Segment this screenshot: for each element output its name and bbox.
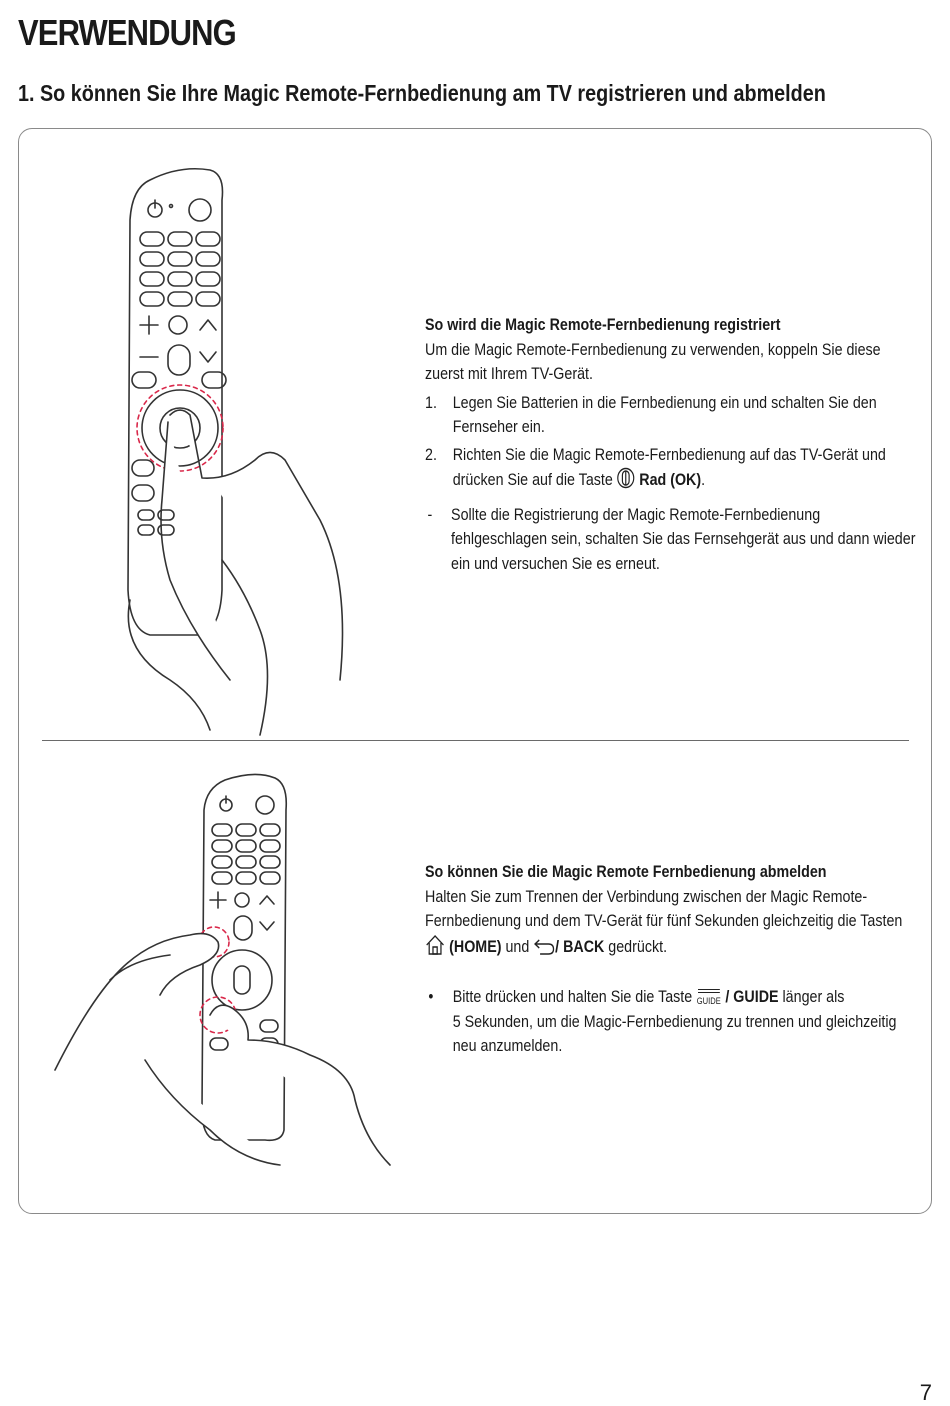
wheel-ring (212, 950, 272, 1010)
step-line: Legen Sie Batterien in die Fernbedienung ein und schalten Sie den (452, 392, 877, 412)
channel-down-icon (200, 352, 216, 362)
register-instructions (425, 313, 950, 576)
unregister-line1: Halten Sie zum Trennen der Verbindung zwischen der Magic Remote- (425, 886, 868, 906)
step-line: Richten Sie die Magic Remote-Fernbedienung auf das TV-Gerät und (452, 444, 886, 464)
register-illustration (110, 160, 370, 740)
mute-button (169, 316, 187, 334)
channel-up-icon (260, 896, 274, 904)
register-intro-line2: zuerst mit Ihrem TV-Gerät. (425, 364, 593, 383)
channel-down-icon (260, 922, 274, 930)
home-key-label: (HOME) (449, 936, 502, 956)
home-icon (425, 934, 445, 956)
note-line: fehlgeschlagen sein, schalten Sie das Fernsehgerät aus und dann wieder (451, 529, 916, 548)
bullet-marker: • (428, 987, 434, 1006)
guide-bullet (425, 985, 900, 1059)
unregister-line3 (425, 934, 900, 960)
voice-button (234, 916, 252, 940)
voice-button (168, 345, 190, 375)
note-line: Sollte die Registrierung der Magic Remote-Fernbedienung (451, 504, 821, 524)
volume-plus-icon (140, 316, 158, 334)
section-divider (42, 740, 909, 741)
register-intro-line1: Um die Magic Remote-Fernbedienung zu verwenden, koppeln Sie diese (425, 339, 881, 359)
back-key-label: BACK (563, 936, 605, 956)
mic-button (256, 796, 274, 814)
bullet-prefix: Bitte drücken und halten Sie die Taste (452, 987, 693, 1006)
step-suffix: . (701, 470, 706, 489)
mic-dots-icon (170, 205, 173, 208)
channel-up-icon (200, 320, 216, 330)
step-line (453, 467, 900, 493)
volume-plus-icon (210, 892, 226, 908)
end-text: gedrückt. (608, 936, 668, 956)
remote-body (202, 774, 286, 1140)
step-line: Fernseher ein. (452, 417, 545, 436)
step-line-text: drücken Sie auf die Taste (452, 470, 613, 489)
step-item (425, 391, 900, 440)
note-marker: - (427, 504, 433, 524)
mic-button (189, 199, 211, 221)
back-arrow-icon (533, 938, 555, 956)
guide-icon-text: GUIDE (696, 996, 721, 1006)
page-title: VERWENDUNG (18, 12, 236, 53)
unregister-heading: So können Sie die Magic Remote Fernbedienung abmelden (425, 862, 827, 881)
unregister-illustration (50, 770, 400, 1170)
guide-icon (696, 989, 721, 1006)
right-hand (145, 1005, 390, 1165)
slash-text: / (555, 936, 560, 956)
pressing-hand (161, 410, 343, 680)
left-hand (55, 934, 219, 1070)
power-icon (220, 796, 232, 811)
and-text: und (505, 936, 530, 956)
unregister-instructions (425, 860, 950, 1059)
page-number: 7 (919, 1380, 932, 1405)
wheel-ok (234, 966, 250, 994)
bullet-line: neu anzumelden. (452, 1036, 563, 1055)
step-number: 2. (425, 444, 437, 464)
wheel-key-label: Rad (OK) (639, 470, 702, 489)
bullet-line (453, 985, 900, 1010)
guide-key-label: / GUIDE (725, 987, 779, 1006)
number-keys (212, 824, 280, 884)
section-title: 1. So können Sie Ihre Magic Remote-Fernbedienung am TV registrieren und abmelden (18, 80, 826, 106)
power-icon (148, 200, 162, 217)
register-steps (425, 391, 900, 493)
register-heading: So wird die Magic Remote-Fernbedienung registriert (425, 315, 781, 334)
unregister-line2: Fernbedienung und dem TV-Gerät für fünf Sekunden gleichzeitig die Tasten (425, 911, 903, 930)
bullet-after: länger als (782, 987, 845, 1006)
note-line: ein und versuchen Sie es erneut. (451, 553, 660, 573)
step-item (425, 443, 900, 493)
step-number: 1. (425, 392, 437, 412)
bullet-line: 5 Sekunden, um die Magic-Fernbedienung zu trennen und gleichzeitig (452, 1011, 897, 1031)
number-keys (140, 232, 220, 306)
mute-button (235, 893, 249, 907)
wheel-ok-icon (617, 467, 635, 489)
register-note (425, 503, 916, 577)
